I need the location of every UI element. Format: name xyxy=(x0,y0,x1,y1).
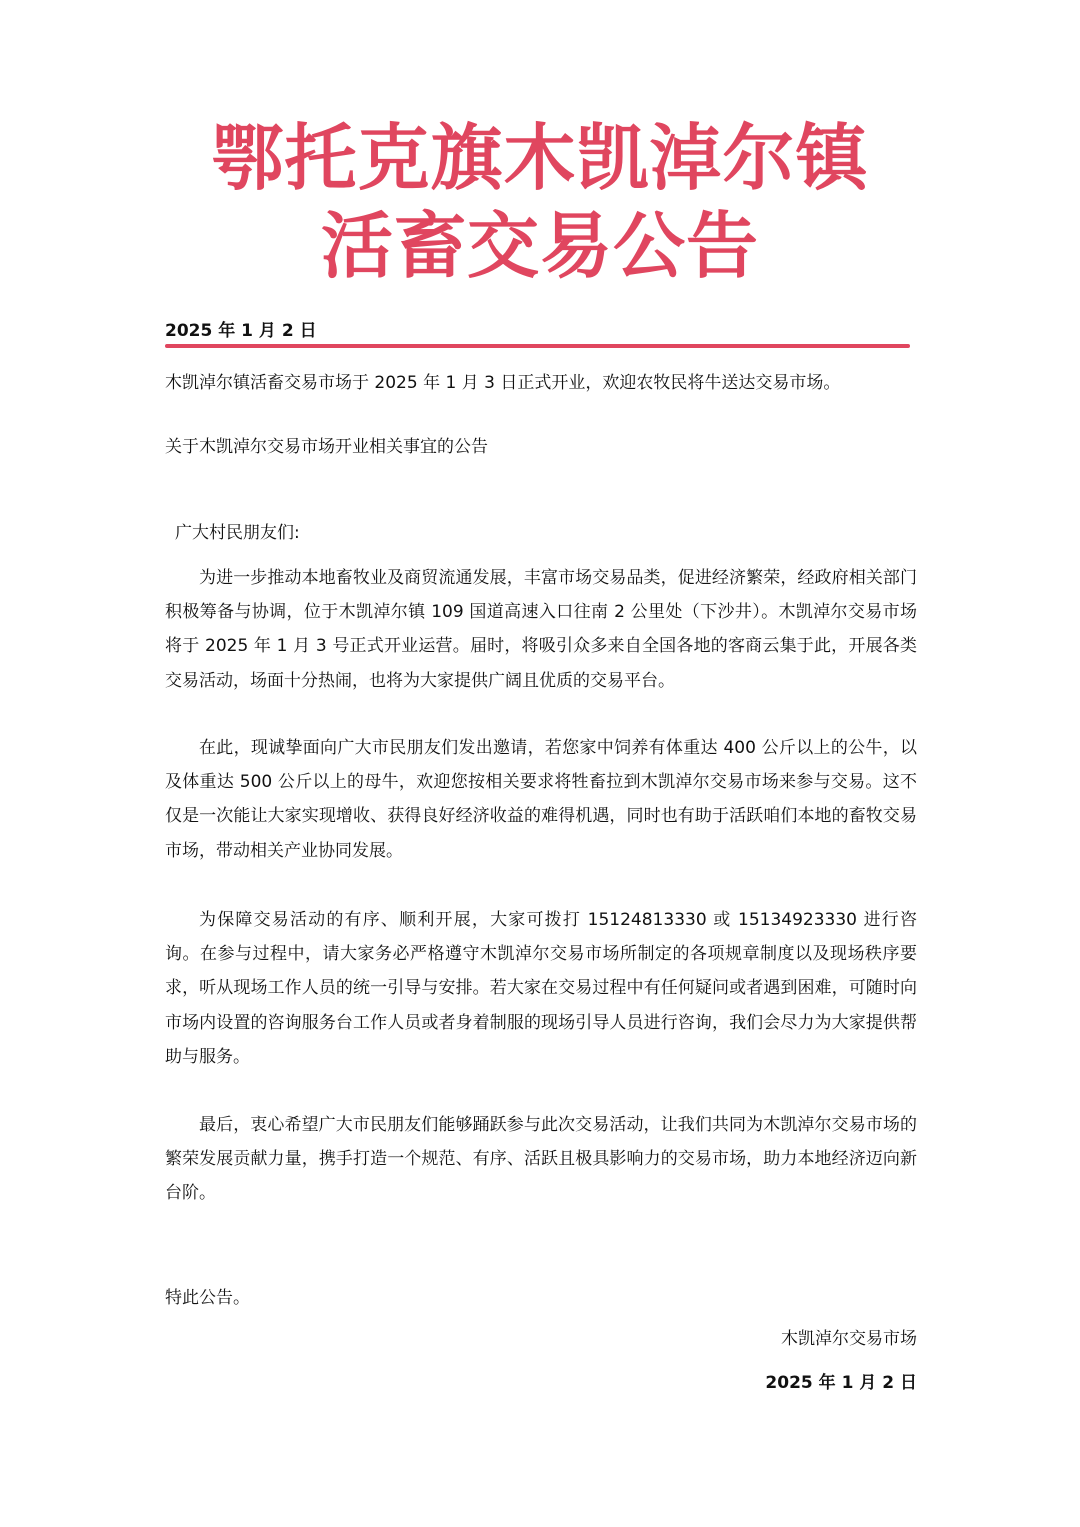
signature-organization: 木凯淖尔交易市场 xyxy=(781,1329,917,1349)
title-line-1: 鄂托克旗木凯淖尔镇 xyxy=(211,116,869,200)
body-paragraph: 为进一步推动本地畜牧业及商贸流通发展，丰富市场交易品类，促进经济繁荣，经政府相关部门积极筹备与协调，位于木凯淖尔镇 109 国道高速入口往南 2 公里处（下沙井）。木凯淖尔交易市场将于 2025 年 1 月 3 号正式开业运营。届时，将吸引众多来自全国各地的客商云集于此，开展各类交易活动，场面十分热闹，也将为大家提供广阔且优质的交易平台。 xyxy=(165,568,917,691)
closing-line: 特此公告。 xyxy=(165,1288,250,1308)
header-date: 2025 年 1 月 2 日 xyxy=(165,321,317,341)
intro-line: 木凯淖尔镇活畜交易市场于 2025 年 1 月 3 日正式开业，欢迎农牧民将牛送达交易市场。 xyxy=(165,373,841,393)
body-paragraph: 为保障交易活动的有序、顺利开展，大家可拨打 15124813330 或 15134923330 进行咨询。在参与过程中，请大家务必严格遵守木凯淖尔交易市场所制定的各项规章制度以及现场秩序要求，听从现场工作人员的统一引导与安排。若大家在交易过程中有任何疑问或者遇到困难，可随时向市场内设置的咨询服务台工作人员或者身着制服的现场引导人员进行咨询，我们会尽力为大家提供帮助与服务。 xyxy=(165,910,917,1067)
body-paragraph: 在此，现诚挚面向广大市民朋友们发出邀请，若您家中饲养有体重达 400 公斤以上的公牛，以及体重达 500 公斤以上的母牛，欢迎您按相关要求将牲畜拉到木凯淖尔交易市场来参与交易。这不仅是一次能让大家实现增收、获得良好经济收益的难得机遇，同时也有助于活跃咱们本地的畜牧交易市场，带动相关产业协同发展。 xyxy=(165,738,917,861)
subject-line: 关于木凯淖尔交易市场开业相关事宜的公告 xyxy=(165,437,488,457)
greeting: 广大村民朋友们: xyxy=(175,523,300,543)
title-line-2: 活畜交易公告 xyxy=(320,204,759,288)
title-divider xyxy=(165,344,910,348)
signature-date: 2025 年 1 月 2 日 xyxy=(765,1373,917,1393)
body-paragraph: 最后，衷心希望广大市民朋友们能够踊跃参与此次交易活动，让我们共同为木凯淖尔交易市场的繁荣发展贡献力量，携手打造一个规范、有序、活跃且极具影响力的交易市场，助力本地经济迈向新台阶。 xyxy=(165,1115,917,1204)
